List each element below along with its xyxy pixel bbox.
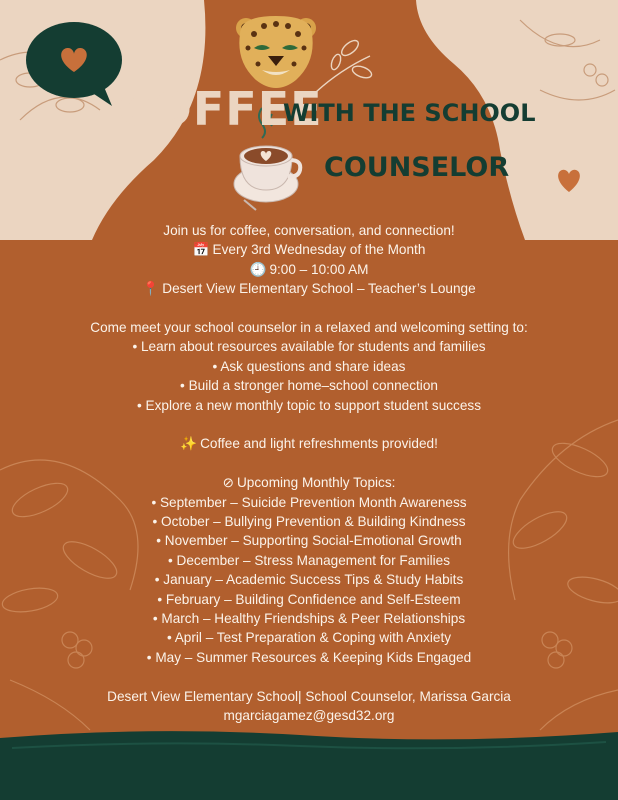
purpose-heading: Come meet your school counselor in a relaxed and welcoming setting to: <box>90 320 528 336</box>
time-text: 9:00 – 10:00 AM <box>269 261 369 277</box>
location-line <box>0 279 618 298</box>
check-circle-icon: ⊘ <box>222 475 234 491</box>
intro-text: Join us for coffee, conversation, and connection! <box>163 223 455 238</box>
topics-heading: Upcoming Monthly Topics: <box>236 475 396 491</box>
refreshments-text: Coffee and light refreshments provided! <box>200 436 438 452</box>
topic-item: • March – Healthy Friendships & Peer Relationships <box>152 611 466 627</box>
purpose-item: • Learn about resources available for students and families <box>132 339 486 355</box>
heart-icon <box>554 166 584 194</box>
topic-item: • May – Summer Resources & Keeping Kids Engaged <box>146 649 472 665</box>
topics-heading-line <box>0 473 618 492</box>
topic-item: • January – Academic Success Tips & Study Habits <box>154 572 464 588</box>
purpose-item: • Ask questions and share ideas <box>212 358 406 374</box>
refreshments-line <box>0 434 618 453</box>
purpose-item: • Build a stronger home–school connection <box>180 378 438 394</box>
title-with-the-school: WITH THE SCHOOL <box>283 99 536 127</box>
topic-item: • February – Building Confidence and Self-Esteem <box>157 591 461 607</box>
date-text: Every 3rd Wednesday of the Month <box>212 242 426 258</box>
title-coffee: COFFEE <box>118 82 323 136</box>
date-line <box>0 240 618 259</box>
topic-item: • April – Test Preparation & Coping with Anxiety <box>166 630 452 646</box>
bottom-wave-band <box>0 731 618 800</box>
footer-credit: Desert View Elementary School| School Counselor, Marissa Garcia <box>107 688 511 704</box>
pin-icon: 📍 <box>142 281 160 297</box>
topic-item: • October – Bullying Prevention & Building Kindness <box>152 514 466 530</box>
calendar-icon: 📅 <box>192 242 210 258</box>
flyer-body <box>0 221 618 726</box>
purpose-item: • Explore a new monthly topic to support student success <box>136 397 482 413</box>
branch-art <box>316 38 373 92</box>
footer-email: mgarciagamez@gesd32.org <box>223 708 395 724</box>
clock-icon: 🕘 <box>249 261 267 277</box>
topic-item: • September – Suicide Prevention Month Awareness <box>151 494 467 510</box>
topic-item: • November – Supporting Social-Emotional Growth <box>156 533 462 549</box>
jaguar-icon <box>232 12 320 90</box>
title-counselor: COUNSELOR <box>324 152 510 183</box>
location-text: Desert View Elementary School – Teacher’s Lounge <box>162 281 476 297</box>
time-line <box>0 260 618 279</box>
speech-bubble-icon <box>26 20 130 108</box>
topic-item: • December – Stress Management for Families <box>167 552 451 568</box>
sparkles-icon: ✨ <box>180 436 198 452</box>
